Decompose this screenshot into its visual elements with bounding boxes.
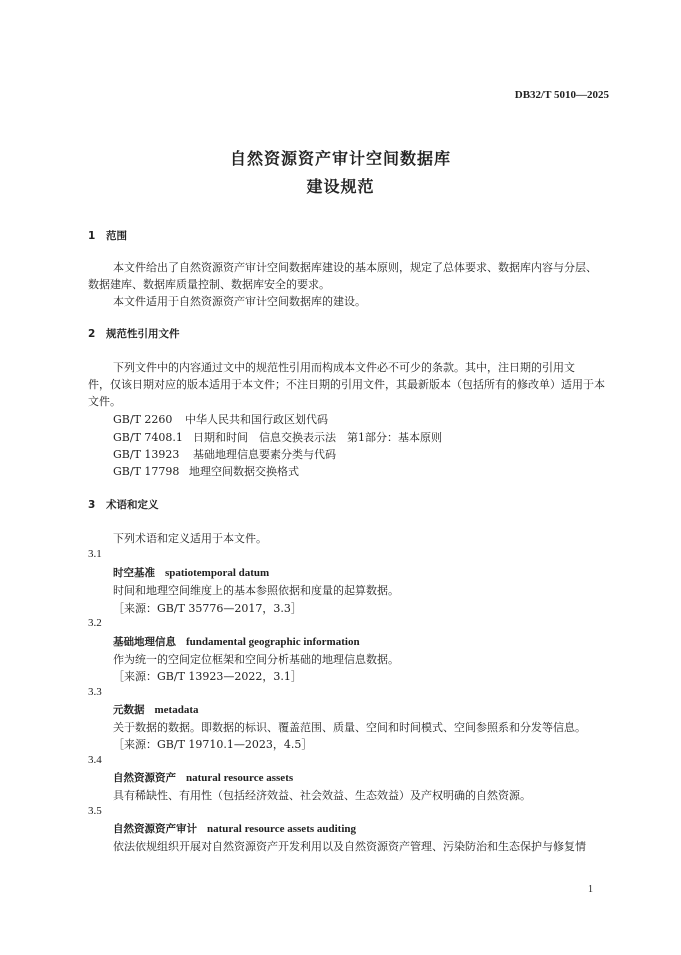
reference-title: 地理空间数据交换格式 <box>189 465 299 478</box>
refs-paragraph-line-3: 文件。 <box>88 395 121 408</box>
term-heading <box>113 565 269 580</box>
term-heading <box>113 770 293 785</box>
reference-code: GB/T 7408.1 <box>113 431 183 444</box>
term-number: 3.3 <box>88 686 102 698</box>
term-number: 3.5 <box>88 805 102 817</box>
term-source: ［来源：GB/T 13923—2022，3.1］ <box>113 670 302 683</box>
term-en: fundamental geographic information <box>186 636 360 648</box>
term-definition: 时间和地理空间维度上的基本参照依据和度量的起算数据。 <box>113 584 399 597</box>
reference-code: GB/T 17798 <box>113 465 180 478</box>
term-number: 3.2 <box>88 617 102 629</box>
term-heading <box>113 702 199 717</box>
reference-code: GB/T 2260 <box>113 413 173 426</box>
term-number: 3.4 <box>88 754 102 766</box>
page-number: 1 <box>588 884 593 895</box>
term-number: 3.1 <box>88 548 102 560</box>
section-title: 规范性引用文件 <box>106 328 180 340</box>
reference-item <box>113 429 442 445</box>
term-definition: 具有稀缺性、有用性（包括经济效益、社会效益、生态效益）及产权明确的自然资源。 <box>113 789 531 802</box>
section-2-heading <box>88 326 180 341</box>
standard-code: DB32/T 5010—2025 <box>514 89 609 101</box>
section-1-heading <box>88 228 127 243</box>
term-definition: 作为统一的空间定位框架和空间分析基础的地理信息数据。 <box>113 653 399 666</box>
term-zh: 自然资源资产 <box>113 772 176 784</box>
reference-item <box>113 411 328 427</box>
term-en: metadata <box>154 704 199 716</box>
term-definition: 依法依规组织开展对自然资源资产开发利用以及自然资源资产管理、污染防治和生态保护与修复情 <box>113 840 586 853</box>
document-title-line-2: 建设规范 <box>306 177 375 196</box>
term-heading <box>113 634 360 649</box>
section-title: 术语和定义 <box>106 499 159 511</box>
refs-paragraph-line-1: 下列文件中的内容通过文中的规范性引用而构成本文件必不可少的条款。其中，注日期的引用文 <box>113 361 575 374</box>
term-source: ［来源：GB/T 19710.1—2023，4.5］ <box>113 738 313 751</box>
section-3-heading <box>88 497 159 512</box>
document-title-line-1: 自然资源资产审计空间数据库 <box>229 149 451 168</box>
term-en: spatiotemporal datum <box>165 567 270 579</box>
term-zh: 自然资源资产审计 <box>113 823 197 835</box>
scope-paragraph-1-line-2: 数据建库、数据库质量控制、数据库安全的要求。 <box>88 278 330 291</box>
section-title: 范围 <box>106 230 127 242</box>
term-source: ［来源：GB/T 35776—2017，3.3］ <box>113 602 302 615</box>
reference-code: GB/T 13923 <box>113 448 180 461</box>
term-zh: 基础地理信息 <box>113 636 176 648</box>
section-number: 2 <box>88 328 96 340</box>
term-en: natural resource assets <box>186 772 294 784</box>
terms-intro: 下列术语和定义适用于本文件。 <box>113 532 267 545</box>
term-heading <box>113 821 356 836</box>
reference-item <box>113 463 299 479</box>
reference-title: 日期和时间 信息交换表示法 第1部分：基本原则 <box>193 431 442 444</box>
term-definition: 关于数据的数据。即数据的标识、覆盖范围、质量、空间和时间模式、空间参照系和分发等信息。 <box>113 721 586 734</box>
scope-paragraph-2: 本文件适用于自然资源资产审计空间数据库的建设。 <box>113 295 366 308</box>
refs-paragraph-line-2: 件，仅该日期对应的版本适用于本文件；不注日期的引用文件，其最新版本（包括所有的修改单）适用于本 <box>88 378 605 391</box>
reference-item <box>113 446 336 462</box>
term-zh: 元数据 <box>113 704 145 716</box>
term-zh: 时空基准 <box>113 567 155 579</box>
term-en: natural resource assets auditing <box>207 823 357 835</box>
scope-paragraph-1-line-1: 本文件给出了自然资源资产审计空间数据库建设的基本原则，规定了总体要求、数据库内容与分层、 <box>113 261 597 274</box>
reference-title: 基础地理信息要素分类与代码 <box>193 448 336 461</box>
reference-title: 中华人民共和国行政区划代码 <box>185 413 328 426</box>
section-number: 3 <box>88 499 96 511</box>
section-number: 1 <box>88 230 96 242</box>
